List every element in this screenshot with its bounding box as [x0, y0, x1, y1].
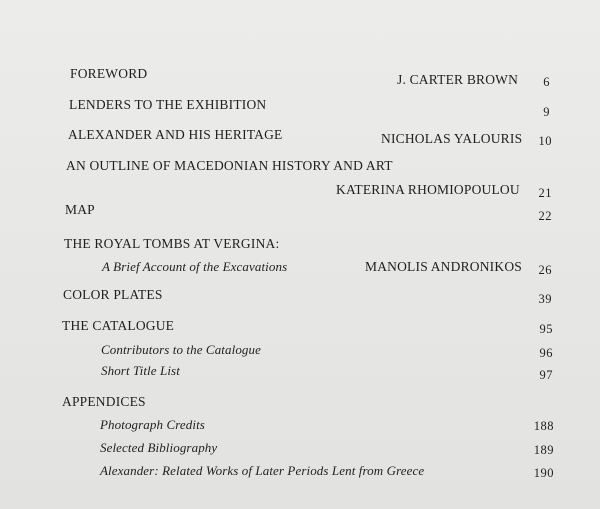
toc-subitem-short-title-list: Short Title List	[101, 363, 180, 378]
toc-page-outline: 21	[538, 186, 552, 200]
toc-title-appendices: APPENDICES	[62, 394, 146, 409]
toc-subitem-contributors: Contributors to the Catalogue	[101, 342, 261, 357]
toc-page-photograph-credits: 188	[533, 419, 554, 433]
toc-page-selected-bibliography: 189	[533, 443, 554, 457]
toc-author-tombs: MANOLIS ANDRONIKOS	[365, 259, 522, 274]
toc-page-tombs: 26	[538, 263, 552, 277]
toc-page-contributors: 96	[539, 346, 553, 360]
toc-page-related-works: 190	[533, 466, 554, 480]
toc-author-outline: KATERINA RHOMIOPOULOU	[336, 182, 520, 197]
toc-author-foreword: J. CARTER BROWN	[397, 72, 519, 87]
toc-page-plates: 39	[538, 292, 552, 306]
toc-subitem-selected-bibliography: Selected Bibliography	[100, 440, 218, 455]
toc-title-map: MAP	[65, 202, 95, 217]
toc-subitem-related-works: Alexander: Related Works of Later Periods Lent from Greece	[100, 463, 425, 478]
toc-title-foreword: FOREWORD	[70, 66, 148, 81]
toc-title-plates: COLOR PLATES	[63, 287, 163, 302]
toc-title-tombs: THE ROYAL TOMBS AT VERGINA:	[64, 236, 280, 251]
toc-title-outline: AN OUTLINE OF MACEDONIAN HISTORY AND ART	[66, 158, 393, 173]
toc-title-lenders: LENDERS TO THE EXHIBITION	[69, 97, 267, 112]
toc-page-foreword: 6	[543, 75, 550, 89]
toc-subtitle-tombs: A Brief Account of the Excavations	[102, 259, 288, 274]
toc-page-short-title-list: 97	[539, 368, 553, 382]
toc-title-alexander: ALEXANDER AND HIS HERITAGE	[68, 127, 283, 142]
toc-author-alexander: NICHOLAS YALOURIS	[381, 131, 523, 146]
toc-page-lenders: 9	[543, 105, 550, 119]
toc-title-catalogue: THE CATALOGUE	[62, 318, 175, 333]
toc-page-map: 22	[538, 209, 552, 223]
toc-subitem-photograph-credits: Photograph Credits	[100, 417, 205, 432]
toc-page-alexander: 10	[538, 134, 552, 148]
toc-page-catalogue: 95	[539, 322, 553, 336]
